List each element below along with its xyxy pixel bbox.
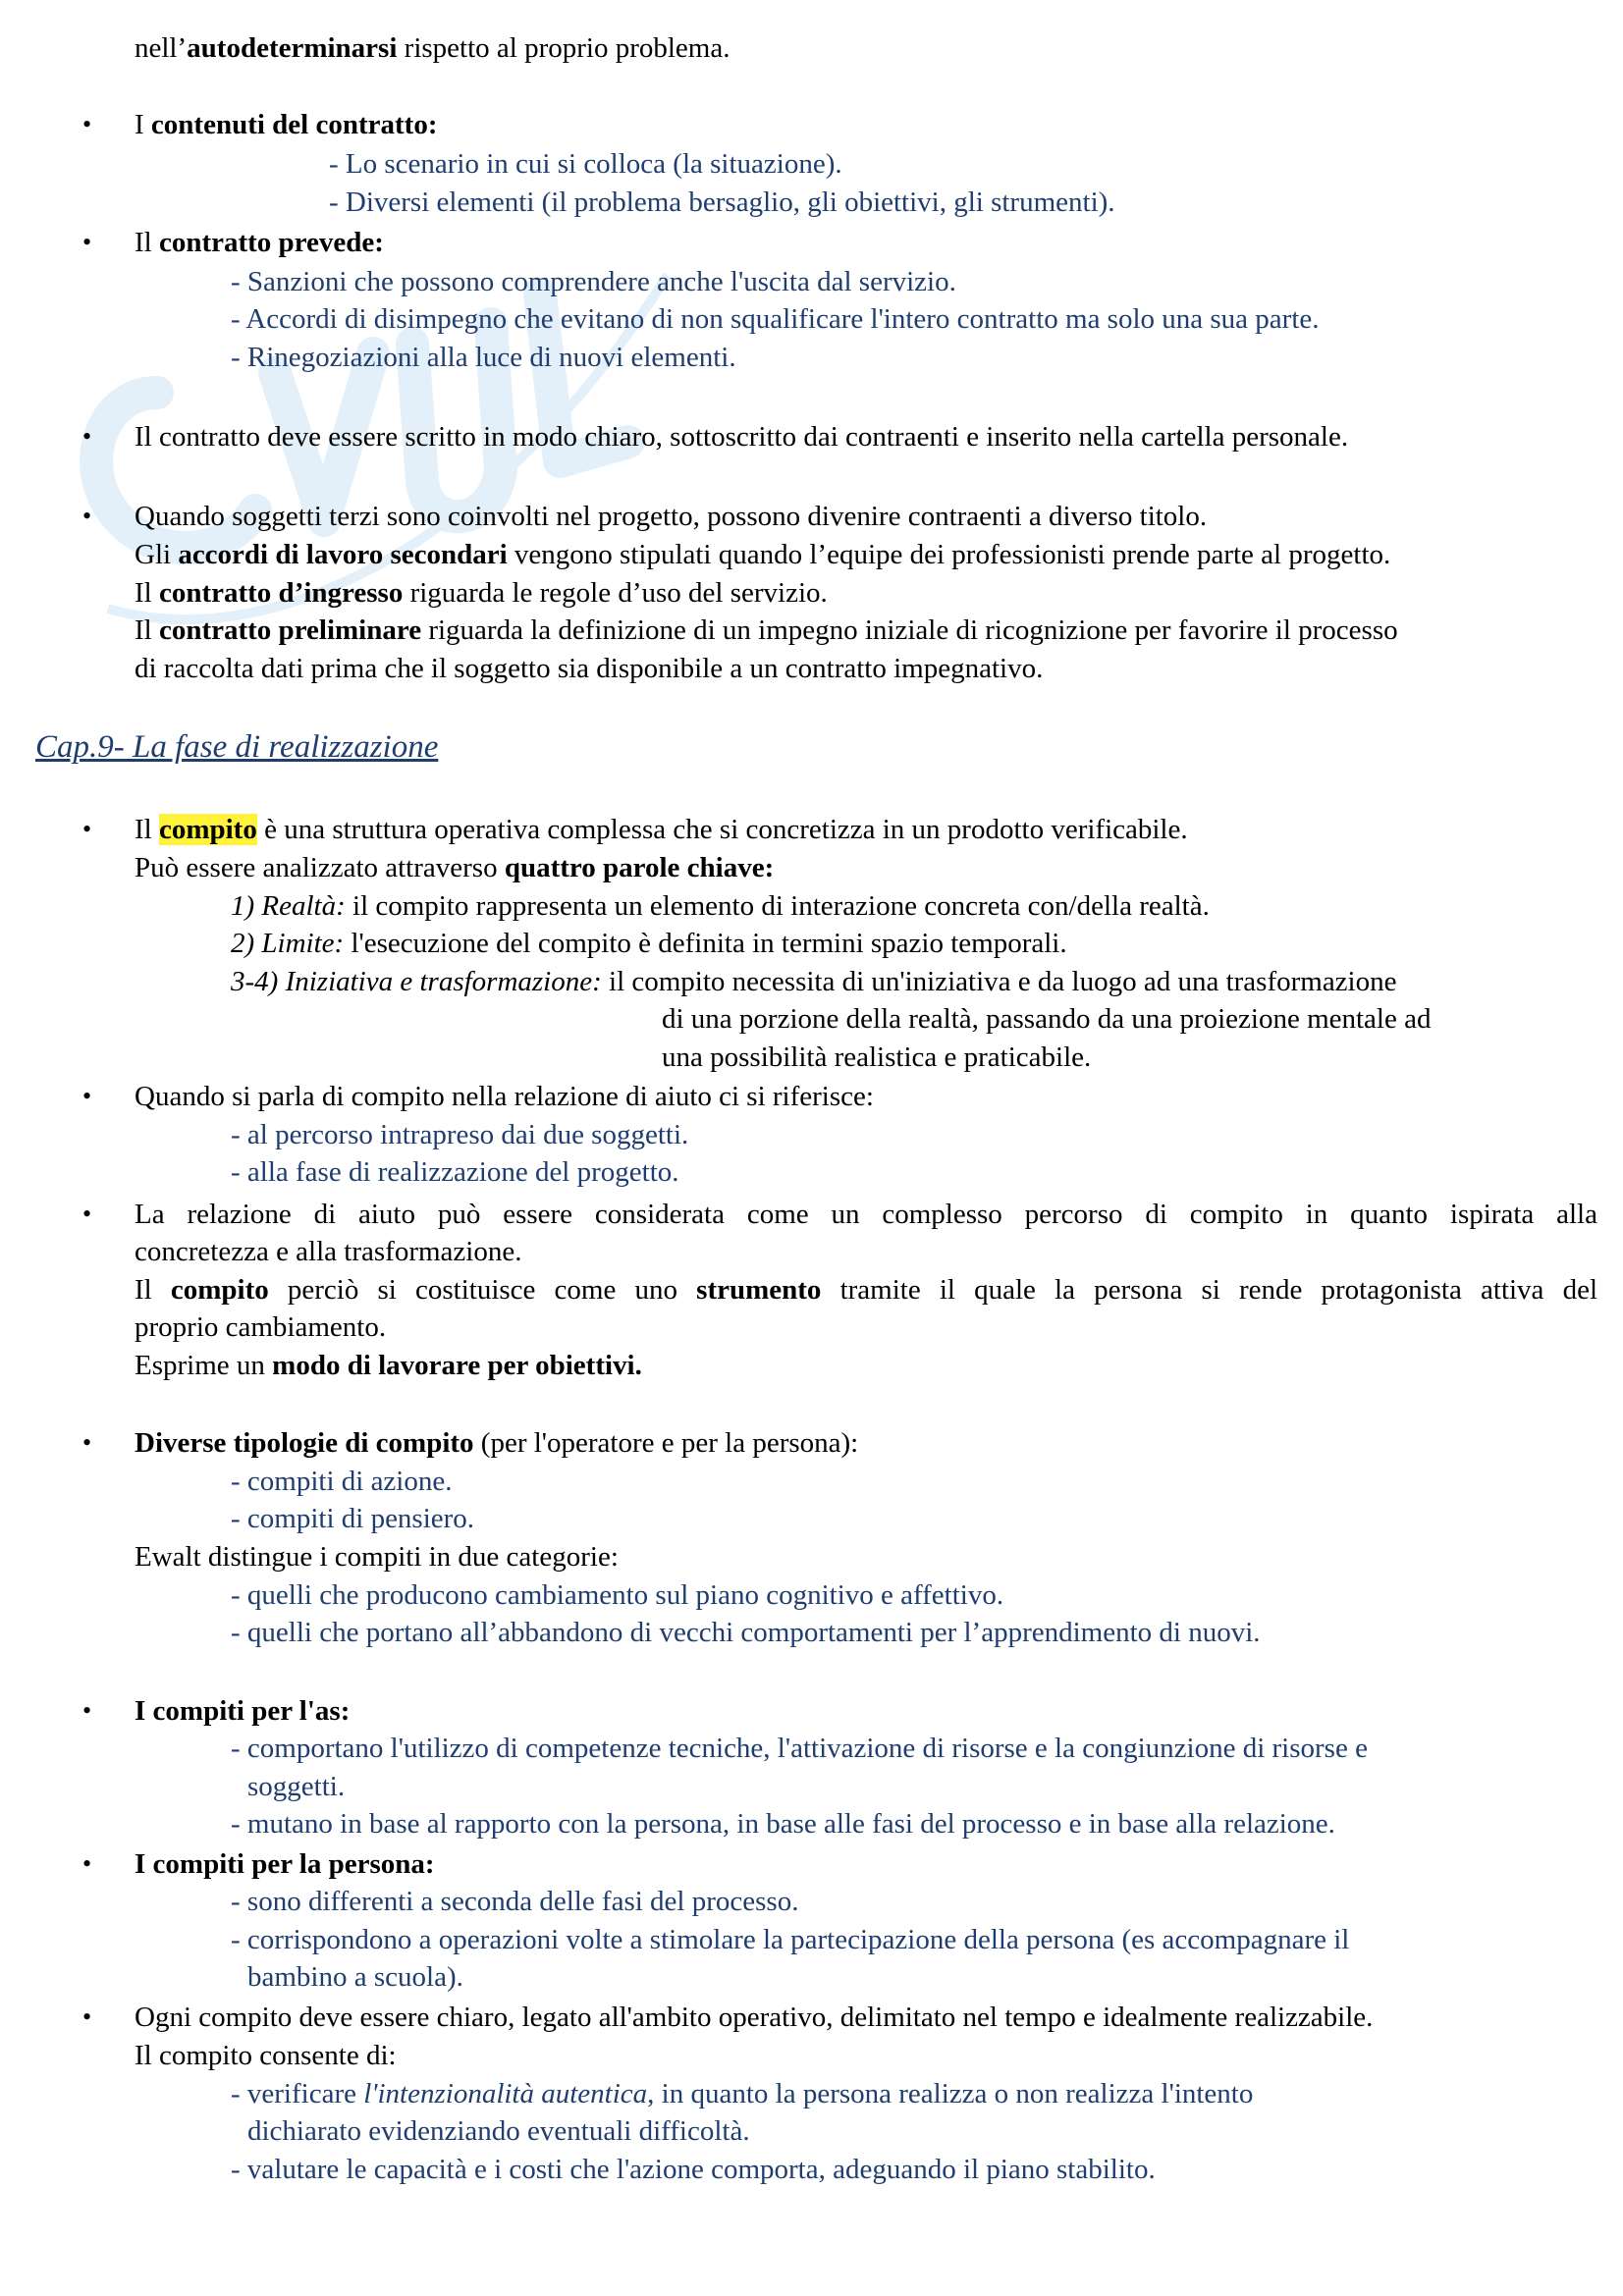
list-item: - comportano l'utilizzo di competenze tecniche, l'attivazione di risorse e la congiunzione di risorse e: [231, 1733, 1368, 1764]
intro-line: nell’autodeterminarsi rispetto al proprio problema.: [135, 32, 730, 64]
list-item-continuation: bambino a scuola).: [247, 1961, 463, 1993]
list-item: - corrispondono a operazioni volte a stimolare la partecipazione della persona (es accompagnare il: [231, 1924, 1350, 1955]
list-item-continuation: dichiarato evidenziando eventuali difficoltà.: [247, 2115, 750, 2147]
bullet: •: [82, 815, 92, 843]
keyword-item: 1) Realtà: il compito rappresenta un elemento di interazione concreta con/della realtà.: [231, 890, 1210, 922]
paragraph: Gli accordi di lavoro secondari vengono stipulati quando l’equipe dei professionisti prende parte al progetto.: [135, 539, 1391, 570]
chapter-title: Cap.9- La fase di realizzazione: [35, 729, 439, 765]
list-item: - verificare l'intenzionalità autentica, in quanto la persona realizza o non realizza l'intento: [231, 2078, 1254, 2109]
paragraph: proprio cambiamento.: [135, 1311, 387, 1343]
bullet: •: [82, 1849, 92, 1878]
paragraph: Il contratto deve essere scritto in modo chiaro, sottoscritto dai contraenti e inserito nella cartella personale.: [135, 421, 1349, 453]
paragraph: Il contratto d’ingresso riguarda le regole d’uso del servizio.: [135, 577, 828, 609]
paragraph: Esprime un modo di lavorare per obiettivi.: [135, 1350, 642, 1381]
list-item: - Accordi di disimpegno che evitano di non squalificare l'intero contratto ma solo una sua parte.: [231, 303, 1320, 335]
list-item: - mutano in base al rapporto con la persona, in base alle fasi del processo e in base alla relazione.: [231, 1808, 1335, 1840]
highlighted-term: compito: [158, 814, 257, 845]
paragraph: Quando soggetti terzi sono coinvolti nel progetto, possono divenire contraenti a diverso titolo.: [135, 501, 1208, 532]
list-item: - compiti di azione.: [231, 1466, 453, 1497]
paragraph: Il compito è una struttura operativa complessa che si concretizza in un prodotto verificabile.: [135, 814, 1188, 845]
bullet: •: [82, 1696, 92, 1725]
keyword-item-continuation: di una porzione della realtà, passando da una proiezione mentale ad: [662, 1003, 1432, 1035]
keyword-item: 3-4) Iniziativa e trasformazione: il compito necessita di un'iniziativa e da luogo ad una trasformazione: [231, 966, 1397, 997]
contenuti-heading: I contenuti del contratto:: [135, 109, 438, 140]
prevede-heading: Il contratto prevede:: [135, 227, 384, 258]
list-item: - sono differenti a seconda delle fasi del processo.: [231, 1886, 799, 1917]
paragraph: I compiti per l'as:: [135, 1695, 351, 1727]
list-item: - valutare le capacità e i costi che l'azione comporta, adeguando il piano stabilito.: [231, 2154, 1156, 2185]
paragraph: Ogni compito deve essere chiaro, legato all'ambito operativo, delimitato nel tempo e idealmente realizzabile.: [135, 2002, 1374, 2033]
keyword-item: 2) Limite: l'esecuzione del compito è definita in termini spazio temporali.: [231, 928, 1067, 959]
paragraph: Può essere analizzato attraverso quattro parole chiave:: [135, 852, 775, 883]
list-item-continuation: soggetti.: [247, 1771, 346, 1802]
list-item: - Sanzioni che possono comprendere anche l'uscita dal servizio.: [231, 266, 956, 297]
bullet: •: [82, 1082, 92, 1110]
bullet: •: [82, 1428, 92, 1457]
list-item: - quelli che portano all’abbandono di vecchi comportamenti per l’apprendimento di nuovi.: [231, 1617, 1261, 1648]
paragraph: Il contratto preliminare riguarda la definizione di un impegno iniziale di ricognizione per favorire il processo: [135, 614, 1398, 646]
paragraph: concretezza e alla trasformazione.: [135, 1236, 522, 1267]
paragraph: Il compito perciò si costituisce come uno strumento tramite il quale la persona si rende protagonista attiva del: [135, 1274, 1598, 1306]
bullet: •: [82, 502, 92, 530]
paragraph: I compiti per la persona:: [135, 1848, 435, 1880]
bullet: •: [82, 2002, 92, 2031]
bullet: •: [82, 1200, 92, 1228]
paragraph: La relazione di aiuto può essere considerata come un complesso percorso di compito in quanto ispirata alla: [135, 1199, 1597, 1230]
paragraph: Ewalt distingue i compiti in due categorie:: [135, 1541, 619, 1573]
list-item: - alla fase di realizzazione del progetto.: [231, 1156, 679, 1188]
paragraph: Il compito consente di:: [135, 2040, 397, 2071]
paragraph: Quando si parla di compito nella relazione di aiuto ci si riferisce:: [135, 1081, 874, 1112]
keyword-item-continuation: una possibilità realistica e praticabile.: [662, 1041, 1092, 1073]
list-item: - Lo scenario in cui si colloca (la situazione).: [329, 148, 842, 180]
paragraph: Diverse tipologie di compito (per l'operatore e per la persona):: [135, 1427, 859, 1459]
list-item: - al percorso intrapreso dai due soggetti.: [231, 1119, 689, 1150]
paragraph: di raccolta dati prima che il soggetto sia disponibile a un contratto impegnativo.: [135, 653, 1044, 684]
list-item: - quelli che producono cambiamento sul piano cognitivo e affettivo.: [231, 1579, 1004, 1611]
list-item: - Rinegoziazioni alla luce di nuovi elementi.: [231, 342, 736, 373]
list-item: - compiti di pensiero.: [231, 1503, 475, 1534]
bullet: •: [82, 110, 92, 138]
bullet: •: [82, 422, 92, 451]
bullet: •: [82, 228, 92, 256]
list-item: - Diversi elementi (il problema bersaglio, gli obiettivi, gli strumenti).: [329, 187, 1115, 218]
